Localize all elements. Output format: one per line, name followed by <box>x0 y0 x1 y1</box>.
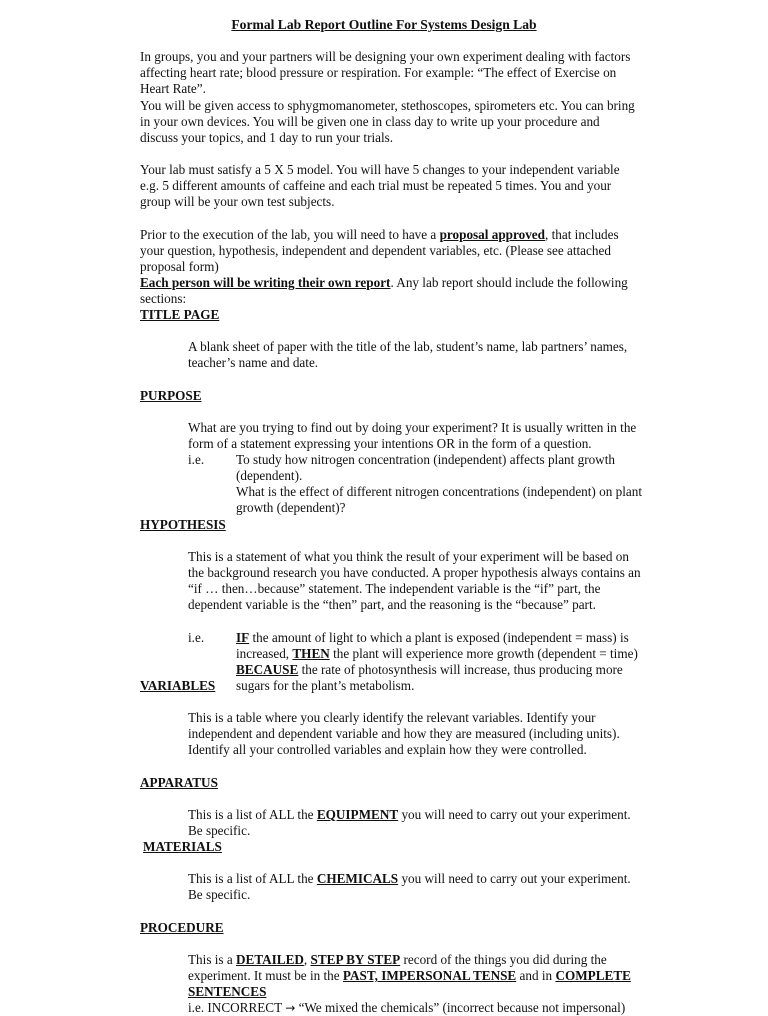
intro-paragraph-1: In groups, you and your partners will be designing your own experiment dealing with factors affecting heart rate; blood pressure or respiration. For example: “The effect of Exercise on Heart Rate”. <box>140 49 631 96</box>
right-arrow-icon: → <box>285 1001 296 1015</box>
section-heading-apparatus: APPARATUS <box>140 775 218 790</box>
intro-paragraph-4 <box>140 227 640 275</box>
hypothesis-example-part-3: the rate of photosynthesis will increase, thus producing more sugars for the plant’s metabolism. <box>236 662 623 693</box>
purpose-ie-label: i.e. <box>188 452 205 467</box>
materials-text <box>188 871 648 903</box>
section-heading-title-page: TITLE PAGE <box>140 307 220 322</box>
past-impersonal-tense-emphasis: PAST, IMPERSONAL TENSE <box>342 968 517 983</box>
intro-paragraph-3: Your lab must satisfy a 5 X 5 model. You will have 5 changes to your independent variable e.g. 5 different amounts of caffeine and each trial must be repeated 5 times. You and your group will be your own test subjects. <box>140 162 620 209</box>
intro-paragraph-2: You will be given access to sphygmomanometer, stethoscopes, spirometers etc. You can bring in your own devices. You will be given one in class day to write up your procedure and discuss your topics, and 1 day to run your trials. <box>140 98 635 145</box>
section-heading-purpose: PURPOSE <box>140 388 202 403</box>
purpose-example-2: What is the effect of different nitrogen concentrations (independent) on plant growth (dependent)? <box>236 484 642 515</box>
variables-text: This is a table where you clearly identify the relevant variables. Identify your independent and dependent variable and how they are measured (including units). Identify all your controlled variables and explain how they were controlled. <box>188 710 620 757</box>
section-heading-materials: MATERIALS <box>143 839 222 854</box>
procedure-text-2: , <box>303 952 311 967</box>
detailed-emphasis: DETAILED <box>236 952 304 967</box>
procedure-text-3: record of the things you did during the experiment. It must be in the <box>188 952 607 983</box>
intro-p5-text: . Any lab report should include the following sections: <box>140 275 628 306</box>
keyword-because: BECAUSE <box>236 662 299 677</box>
materials-text-before: This is a list of ALL the <box>188 871 317 886</box>
hypothesis-text: This is a statement of what you think the result of your experiment will be based on the background research you have conducted. A proper hypothesis always contains an “if … then…because” statement. The independent variable is the “if” part, the dependent variable is the “then” part, and the reasoning is the “because” part. <box>188 549 641 612</box>
section-heading-variables: VARIABLES <box>140 678 216 693</box>
hypothesis-example <box>236 630 656 694</box>
hypothesis-example-part-1: the amount of light to which a plant is exposed (independent = mass) is increased, <box>236 630 629 661</box>
procedure-text-1: This is a <box>188 952 236 967</box>
equipment-emphasis: EQUIPMENT <box>316 807 399 822</box>
apparatus-text <box>188 807 648 839</box>
intro-paragraph-5 <box>140 275 640 307</box>
title-page-text: A blank sheet of paper with the title of the lab, student’s name, lab partners’ names, teacher’s name and date. <box>188 339 628 370</box>
procedure-example-text: “We mixed the chemicals” (incorrect because not impersonal) <box>295 1000 626 1015</box>
complete-sentences-emphasis: COMPLETE SENTENCES <box>188 968 631 999</box>
apparatus-text-before: This is a list of ALL the <box>188 807 317 822</box>
procedure-text-4: and in <box>516 968 556 983</box>
hypothesis-ie-label: i.e. <box>188 630 205 645</box>
procedure-text <box>188 952 648 1000</box>
materials-text-after: you will need to carry out your experiment. Be specific. <box>188 871 631 902</box>
hypothesis-example-part-2: the plant will experience more growth (dependent = time) <box>329 646 638 661</box>
procedure-example <box>188 1000 648 1016</box>
proposal-approved-emphasis: proposal approved <box>439 227 545 242</box>
procedure-example-label: i.e. INCORRECT <box>188 1000 282 1015</box>
own-report-emphasis: Each person will be writing their own report <box>140 275 391 290</box>
purpose-text: What are you trying to find out by doing your experiment? It is usually written in the form of a statement expressing your intentions OR in the form of a question. <box>188 420 637 451</box>
chemicals-emphasis: CHEMICALS <box>316 871 399 886</box>
section-heading-hypothesis: HYPOTHESIS <box>140 517 226 532</box>
keyword-if: IF <box>236 630 250 645</box>
intro-p4-text: Prior to the execution of the lab, you will need to have a <box>140 227 440 242</box>
purpose-example-1: To study how nitrogen concentration (independent) affects plant growth (dependent). <box>236 452 615 483</box>
apparatus-text-after: you will need to carry out your experiment. Be specific. <box>188 807 631 838</box>
intro-p4-text-after: , that includes your question, hypothesis, independent and dependent variables, etc. (Please see attached proposal form) <box>140 227 619 274</box>
section-heading-procedure: PROCEDURE <box>140 920 224 935</box>
step-by-step-emphasis: STEP BY STEP <box>310 952 401 967</box>
document-title: Formal Lab Report Outline For Systems Design Lab <box>231 17 537 32</box>
keyword-then: THEN <box>292 646 330 661</box>
